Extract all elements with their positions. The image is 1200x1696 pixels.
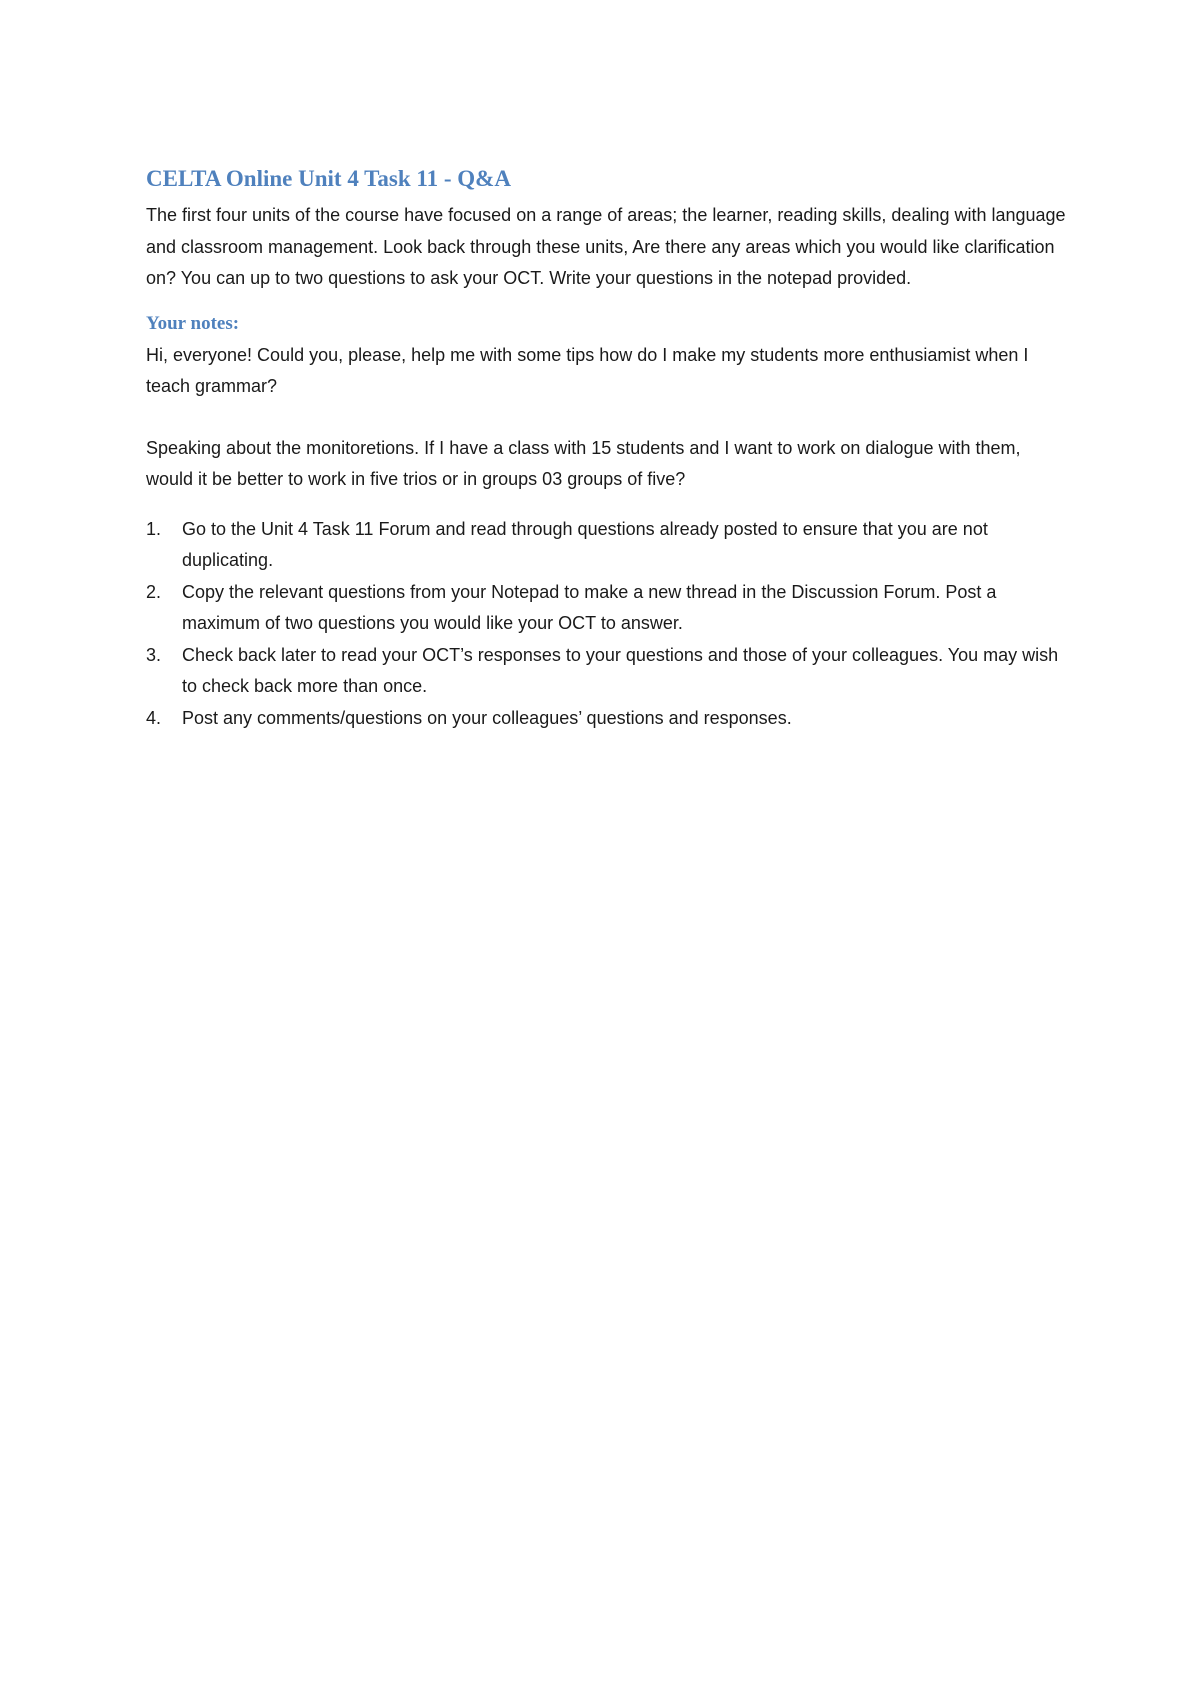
note-paragraph: Speaking about the monitoretions. If I have a class with 15 students and I want to work on dialogue with them, would it be better to work in five trios or in groups 03 groups of five? [146,437,1021,489]
list-item [146,514,1066,577]
list-item-text: Go to the Unit 4 Task 11 Forum and read through questions already posted to ensure that you are not duplicating. [182,518,988,570]
list-item-number: 1. [146,518,162,539]
list-item [146,577,1066,640]
document-title: CELTA Online Unit 4 Task 11 - Q&A [146,166,511,191]
notes-heading: Your notes: [146,312,240,334]
list-item-number: 4. [146,707,162,728]
intro-paragraph: The first four units of the course have focused on a range of areas; the learner, reading skills, dealing with language and classroom management. Look back through these units, Are there any areas which you would like clarification on? You can up to two questions to ask your OCT. Write your questions in the notepad provided. [146,205,1066,288]
note-paragraph: Hi, everyone! Could you, please, help me with some tips how do I make my students more enthusiamist when I teach grammar? [146,344,1029,396]
list-item-text: Copy the relevant questions from your Notepad to make a new thread in the Discussion Forum. Post a maximum of two questions you would like your OCT to answer. [182,581,997,633]
document-page [146,164,1066,734]
list-item-number: 3. [146,644,162,665]
list-item-text: Post any comments/questions on your colleagues’ questions and responses. [182,707,792,728]
list-item [146,640,1066,703]
list-item [146,703,1066,735]
notes-section [146,340,1066,496]
list-item-number: 2. [146,581,162,602]
steps-list [146,514,1066,735]
list-item-text: Check back later to read your OCT’s responses to your questions and those of your colleagues. You may wish to check back more than once. [182,644,1059,696]
